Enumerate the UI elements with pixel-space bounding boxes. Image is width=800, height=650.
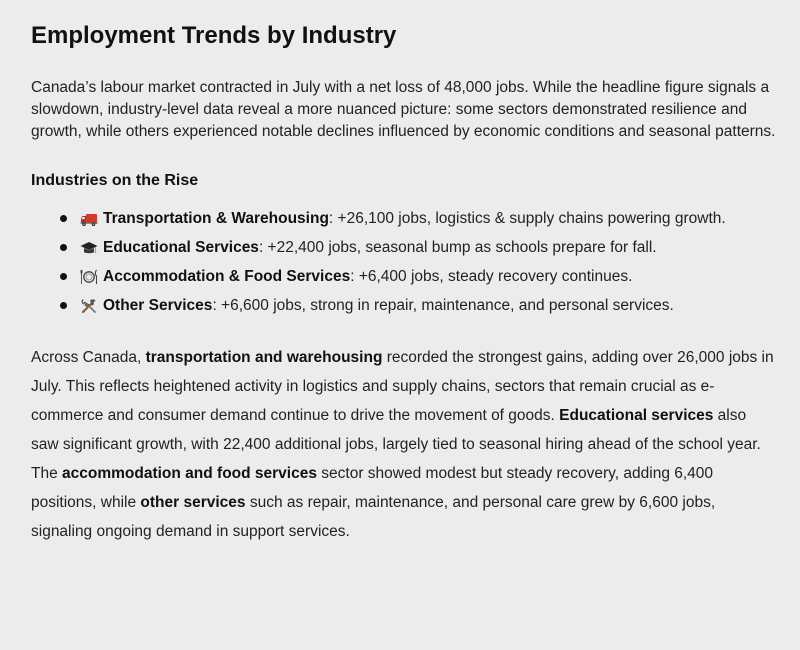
industry-name: Transportation & Warehousing [103, 210, 329, 227]
body-emphasis: other services [140, 494, 246, 511]
truck-icon [80, 210, 98, 228]
industry-name: Other Services [103, 297, 213, 314]
intro-paragraph: Canada’s labour market contracted in July with a net loss of 48,000 jobs. While the headline figure signals a slowdown, industry-level data reveal a more nuanced picture: some sectors demonstrated resilience and growth, while others experienced notable declines influenced by economic conditions and seasonal patterns. [31, 79, 776, 140]
industry-name: Accommodation & Food Services [103, 268, 351, 285]
body-text: also saw significant growth, with 22,400 additional jobs, largely tied to seasonal hiring ahead of the school year. The [31, 407, 761, 482]
bullet [60, 215, 67, 222]
industry-name: Educational Services [103, 239, 259, 256]
industry-detail: : +22,400 jobs, seasonal bump as schools prepare for fall. [258, 239, 657, 256]
industry-detail: : +6,400 jobs, steady recovery continues. [350, 268, 633, 285]
section-heading-rise: Industries on the Rise [31, 172, 199, 189]
page-title: Employment Trends by Industry [31, 22, 397, 49]
bullet [60, 244, 67, 251]
list-item [31, 233, 770, 262]
body-emphasis: transportation and warehousing [145, 349, 383, 366]
list-item [31, 204, 770, 233]
list-item [31, 291, 770, 320]
body-paragraph [31, 343, 776, 546]
tools-icon [80, 297, 98, 315]
list-item [31, 262, 770, 291]
body-emphasis: accommodation and food services [62, 465, 317, 482]
plate-cutlery-icon [80, 268, 98, 286]
bullet [60, 273, 67, 280]
body-text: Across Canada, [31, 349, 146, 366]
bullet [60, 302, 67, 309]
body-emphasis: Educational services [559, 407, 714, 424]
industry-detail: : +6,600 jobs, strong in repair, maintenance, and personal services. [212, 297, 674, 314]
graduation-cap-icon [80, 239, 98, 257]
body-text: sector showed modest but steady recovery, adding 6,400 positions, while [31, 465, 714, 511]
rise-list [31, 204, 770, 320]
industry-detail: : +26,100 jobs, logistics & supply chains powering growth. [328, 210, 726, 227]
body-text: recorded the strongest gains, adding over 26,000 jobs in July. This reflects heightened activity in logistics and supply chains, sectors that remain crucial as e-commerce and consumer demand continue to drive the movement of goods. [31, 349, 774, 424]
body-text: such as repair, maintenance, and personal care grew by 6,600 jobs, signaling ongoing demand in support services. [31, 494, 716, 540]
